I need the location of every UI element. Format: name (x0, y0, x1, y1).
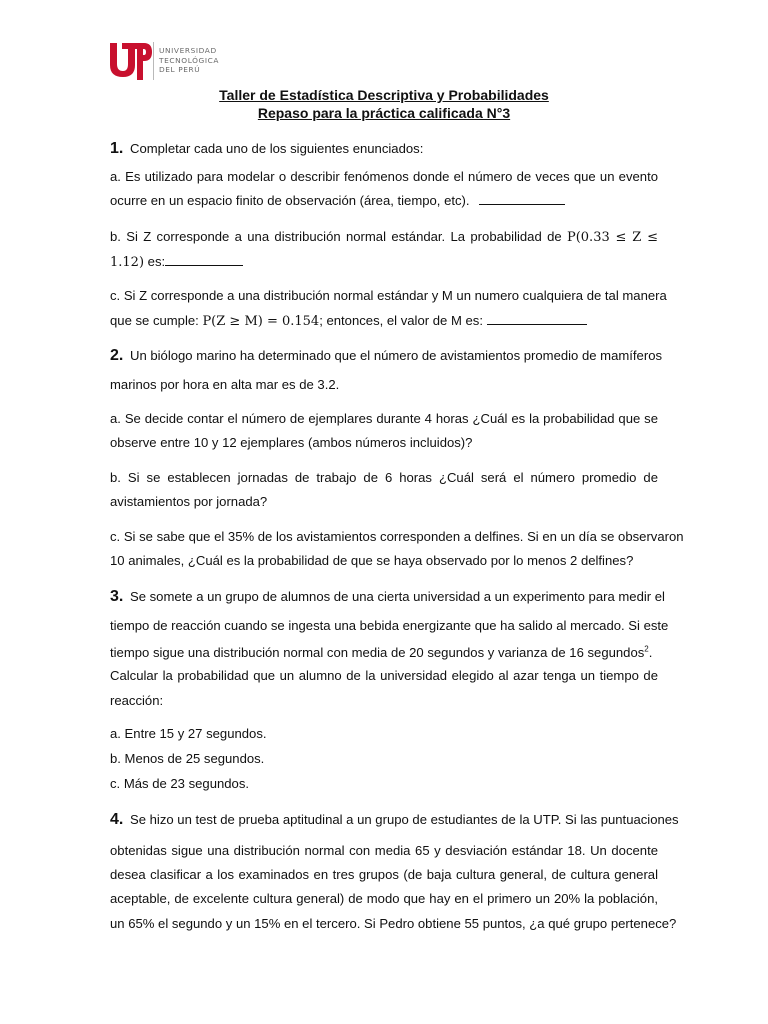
q3-line1 (110, 588, 665, 605)
q2-line2: marinos por hora en alta mar es de 3.2. (110, 377, 340, 392)
q1-intro: Completar cada uno de los siguientes enunciados: (129, 141, 424, 156)
q1b-text: b. Si Z corresponde a una distribución normal estándar. La probabilidad de (110, 229, 562, 244)
q2b-line1: b. Si se establecen jornadas de trabajo de 6 horas ¿Cuál será el número promedio de (110, 470, 658, 485)
q3-line3-end: . (648, 645, 653, 660)
q4-text: Se hizo un test de prueba aptitudinal a un grupo de estudiantes de la UTP. Si las puntuaciones (129, 812, 679, 827)
q3-option-c: c. Más de 23 segundos. (110, 776, 250, 791)
answer-blank (165, 253, 243, 266)
q1b-es: es: (144, 254, 166, 269)
q1a-line1: a. Es utilizado para modelar o describir fenómenos donde el número de veces que un evento (110, 169, 658, 184)
q4-line5: un 65% el segundo y un 15% en el tercero. Si Pedro obtiene 55 puntos, ¿a qué grupo pertenece? (110, 916, 677, 931)
q3-option-a: a. Entre 15 y 27 segundos. (110, 726, 267, 741)
q4-line3: desea clasificar a los examinados en tres grupos (de baja cultura general, de cultura general (110, 867, 658, 882)
utp-logo-icon (108, 40, 154, 82)
q2c-line1: c. Si se sabe que el 35% de los avistamientos corresponden a delfines. Si en un día se observaron (110, 529, 684, 544)
q1-intro-line (110, 141, 423, 157)
q3-line3 (110, 645, 652, 661)
q1b-line1 (110, 229, 658, 246)
q4-line1 (110, 811, 679, 828)
q1a-text: ocurre en un espacio finito de observación (área, tiempo, etc). (110, 193, 470, 208)
logo-line: UNIVERSIDAD (159, 46, 217, 55)
document-title: Taller de Estadística Descriptiva y Probabilidades (219, 87, 549, 103)
q2a-line2: observe entre 10 y 12 ejemplares (ambos números incluidos)? (110, 435, 473, 450)
q1a-line2 (110, 192, 565, 209)
q3-line3-text: tiempo sigue una distribución normal con media de 20 segundos y varianza de 16 segundos (110, 645, 645, 660)
q1-number: 1. (110, 140, 124, 157)
q2-number: 2. (110, 347, 124, 364)
q4-number: 4. (110, 811, 124, 828)
q1c-line2 (110, 312, 587, 330)
q3-line5: reacción: (110, 693, 164, 708)
q2a-line1: a. Se decide contar el número de ejemplares durante 4 horas ¿Cuál es la probabilidad que se (110, 411, 658, 426)
university-logo (108, 40, 228, 84)
q3-line2: tiempo de reacción cuando se ingesta una bebida energizante que ha salido al mercado. Si este (110, 618, 669, 633)
q2-text: Un biólogo marino ha determinado que el número de avistamientos promedio de mamíferos (129, 348, 663, 363)
q3-number: 3. (110, 588, 124, 605)
answer-blank (487, 312, 587, 325)
q2-line1 (110, 347, 663, 364)
q1b-line2 (110, 253, 243, 271)
q2b-line2: avistamientos por jornada? (110, 494, 268, 509)
logo-divider (153, 42, 154, 80)
logo-line: TECNOLÓGICA (159, 55, 220, 65)
document-subtitle: Repaso para la práctica calificada N°3 (257, 105, 511, 121)
q4-line4: aceptable, de excelente cultura general) de modo que hay en el primero un 20% la población, (110, 891, 658, 906)
q1b-math: P(0.33 ≤ Z ≤ (566, 230, 659, 245)
q1c-math: P(Z ≥ M) = 0.154 (202, 314, 320, 329)
q4-line2: obtenidas sigue una distribución normal con media 65 y desviación estándar 18. Un docente (110, 843, 658, 858)
q1c-pre: que se cumple: (110, 313, 203, 328)
answer-blank (479, 192, 565, 205)
q1b-math-end: 1.12) (110, 255, 145, 270)
q2c-line2: 10 animales, ¿Cuál es la probabilidad de que se haya observado por lo menos 2 delfines? (110, 553, 634, 568)
q3-text: Se somete a un grupo de alumnos de una cierta universidad a un experimento para medir el (129, 589, 665, 604)
logo-line: DEL PERÚ (159, 65, 201, 75)
q3-option-b: b. Menos de 25 segundos. (110, 751, 265, 766)
q3-line4: Calcular la probabilidad que un alumno de la universidad elegido al azar tenga un tiempo de (110, 668, 658, 683)
q3-exponent: 2 (644, 644, 649, 654)
q1c-line1: c. Si Z corresponde a una distribución normal estándar y M un numero cualquiera de tal manera (110, 288, 667, 303)
q1c-post: ; entonces, el valor de M es: (319, 313, 487, 328)
logo-wordmark (159, 46, 219, 75)
